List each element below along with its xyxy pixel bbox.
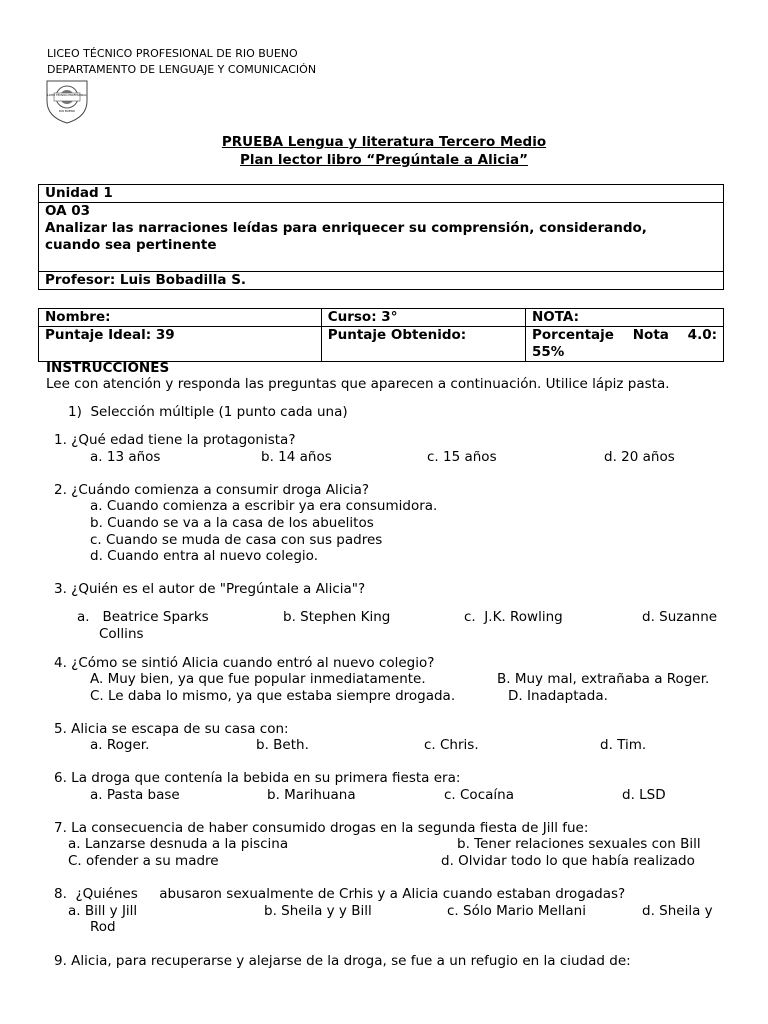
q4-option-b[interactable]: B. Muy mal, extrañaba a Roger. bbox=[497, 671, 710, 687]
q4-option-c[interactable]: C. Le daba lo mismo, ya que estaba siempre drogada. bbox=[90, 688, 456, 704]
q2-option-a[interactable]: a. Cuando comienza a escribir ya era consumidora. bbox=[90, 498, 438, 514]
q3-option-a[interactable]: a. Beatrice Sparks bbox=[77, 609, 209, 625]
q1-option-d[interactable]: d. 20 años bbox=[604, 449, 675, 465]
seal-text-bottom: RIO BUENO bbox=[59, 109, 75, 113]
instructions-text: Lee con atención y responda las preguntas que aparecen a continuación. Utilice lápiz pasta. bbox=[46, 376, 670, 392]
question-1: 1. ¿Qué edad tiene la protagonista? bbox=[54, 432, 296, 448]
question-8: 8. ¿Quiénes abusaron sexualmente de Crhis y a Alicia cuando estaban drogadas? bbox=[54, 886, 626, 902]
q1-option-c[interactable]: c. 15 años bbox=[427, 449, 497, 465]
instructions-heading: INSTRUCCIONES bbox=[46, 360, 170, 376]
question-2: 2. ¿Cuándo comienza a consumir droga Alicia? bbox=[54, 482, 370, 498]
department-name: DEPARTAMENTO DE LENGUAJE Y COMUNICACIÓN bbox=[47, 63, 317, 76]
q5-option-c[interactable]: c. Chris. bbox=[424, 737, 479, 753]
course-field: Curso: 3° bbox=[321, 309, 525, 327]
q2-option-b[interactable]: b. Cuando se va a la casa de los abuelitos bbox=[90, 515, 374, 531]
q5-option-d[interactable]: d. Tim. bbox=[600, 737, 647, 753]
test-subtitle: Plan lector libro “Pregúntale a Alicia” bbox=[239, 152, 528, 168]
q5-option-a[interactable]: a. Roger. bbox=[90, 737, 150, 753]
q6-option-d[interactable]: d. LSD bbox=[622, 787, 666, 803]
school-seal-logo bbox=[45, 79, 89, 125]
student-table bbox=[38, 308, 724, 362]
grade-field[interactable]: NOTA: bbox=[526, 309, 724, 327]
question-9: 9. Alicia, para recuperarse y alejarse de la droga, se fue a un refugio en la ciudad de: bbox=[54, 953, 631, 969]
q8-option-d-cont: Rod bbox=[90, 919, 116, 935]
section-title: 1) Selección múltiple (1 punto cada una) bbox=[68, 404, 348, 420]
q1-option-b[interactable]: b. 14 años bbox=[261, 449, 332, 465]
q2-option-d[interactable]: d. Cuando entra al nuevo colegio. bbox=[90, 548, 318, 564]
question-4: 4. ¿Cómo se sintió Alicia cuando entró al nuevo colegio? bbox=[54, 655, 435, 671]
percent-line1: Porcentaje Nota 4.0: bbox=[532, 327, 717, 343]
q8-option-a[interactable]: a. Bill y Jill bbox=[68, 903, 138, 919]
q8-option-b[interactable]: b. Sheila y y Bill bbox=[264, 903, 372, 919]
objective-line1: Analizar las narraciones leídas para enriquecer su comprensión, considerando, bbox=[45, 220, 647, 236]
q3-option-d-cont: Collins bbox=[99, 626, 144, 642]
q1-option-a[interactable]: a. 13 años bbox=[90, 449, 161, 465]
teacher-cell: Profesor: Luis Bobadilla S. bbox=[39, 272, 724, 290]
ideal-score: Puntaje Ideal: 39 bbox=[39, 327, 322, 362]
q6-option-b[interactable]: b. Marihuana bbox=[267, 787, 356, 803]
test-title: PRUEBA Lengua y literatura Tercero Medio bbox=[221, 134, 547, 150]
seal-text-top: LICEO TÉCNICO PROFESIONAL bbox=[47, 94, 87, 97]
school-name: LICEO TÉCNICO PROFESIONAL DE RIO BUENO bbox=[47, 47, 298, 60]
q3-option-b[interactable]: b. Stephen King bbox=[283, 609, 391, 625]
question-6: 6. La droga que contenía la bebida en su primera fiesta era: bbox=[54, 770, 461, 786]
oa-code: OA 03 bbox=[45, 203, 91, 219]
q3-option-d[interactable]: d. Suzanne bbox=[642, 609, 718, 625]
q7-option-c[interactable]: C. ofender a su madre bbox=[68, 853, 219, 869]
q4-option-d[interactable]: D. Inadaptada. bbox=[508, 688, 608, 704]
question-5: 5. Alicia se escapa de su casa con: bbox=[54, 721, 289, 737]
q8-option-d[interactable]: d. Sheila y bbox=[642, 903, 713, 919]
question-7: 7. La consecuencia de haber consumido drogas en la segunda fiesta de Jill fue: bbox=[54, 820, 589, 836]
obtained-score-field[interactable]: Puntaje Obtenido: bbox=[321, 327, 525, 362]
percent-line2: 55% bbox=[532, 344, 565, 360]
q7-option-a[interactable]: a. Lanzarse desnuda a la piscina bbox=[68, 836, 289, 852]
q3-option-c[interactable]: c. J.K. Rowling bbox=[464, 609, 563, 625]
name-field[interactable]: Nombre: bbox=[39, 309, 322, 327]
q7-option-d[interactable]: d. Olvidar todo lo que había realizado bbox=[441, 853, 695, 869]
q5-option-b[interactable]: b. Beth. bbox=[256, 737, 309, 753]
q6-option-c[interactable]: c. Cocaína bbox=[444, 787, 514, 803]
q2-option-c[interactable]: c. Cuando se muda de casa con sus padres bbox=[90, 532, 383, 548]
percent-cell bbox=[526, 327, 724, 362]
unit-cell: Unidad 1 bbox=[39, 185, 724, 203]
q8-option-c[interactable]: c. Sólo Mario Mellani bbox=[447, 903, 586, 919]
q6-option-a[interactable]: a. Pasta base bbox=[90, 787, 180, 803]
question-3: 3. ¿Quién es el autor de "Pregúntale a Alicia"? bbox=[54, 581, 366, 597]
q4-option-a[interactable]: A. Muy bien, ya que fue popular inmediatamente. bbox=[90, 671, 426, 687]
unit-table bbox=[38, 184, 724, 290]
q7-option-b[interactable]: b. Tener relaciones sexuales con Bill bbox=[457, 836, 701, 852]
objective-line2: cuando sea pertinente bbox=[45, 237, 217, 253]
objective-cell bbox=[39, 203, 724, 272]
